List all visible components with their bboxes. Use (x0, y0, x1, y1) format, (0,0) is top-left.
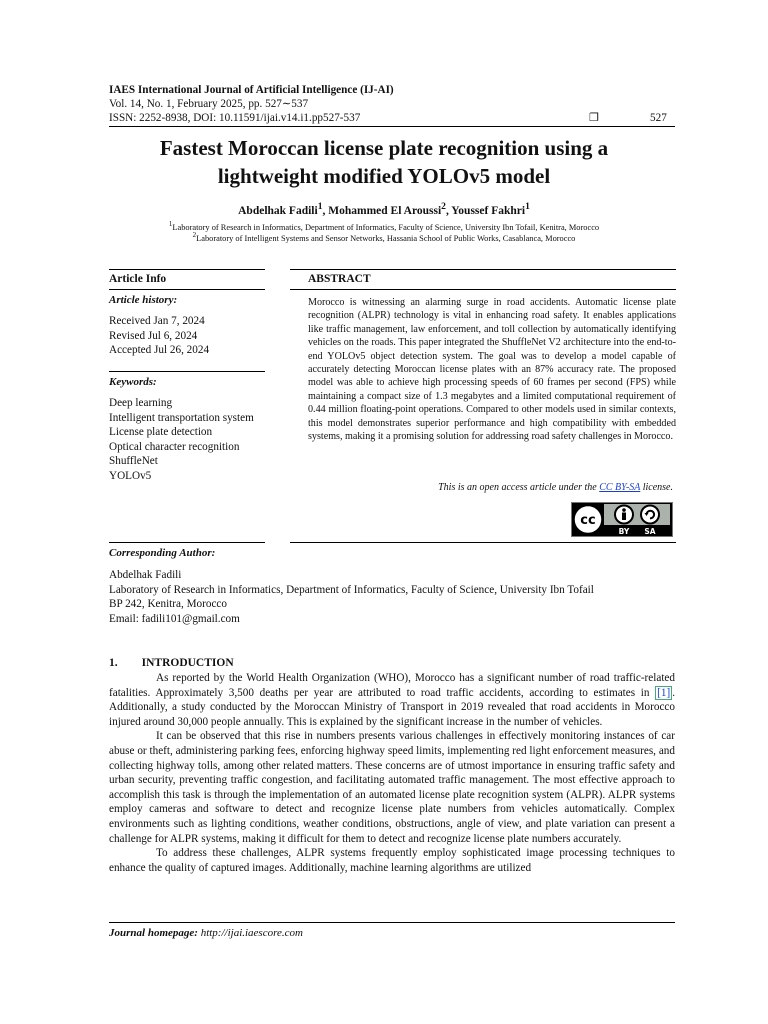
license-suffix: license. (640, 482, 673, 493)
title-line-1: Fastest Moroccan license plate recognition using a (159, 136, 609, 160)
author-list (80, 201, 688, 217)
homepage-label: Journal homepage: (109, 927, 198, 939)
by-person-body (622, 513, 626, 521)
badge-upper-panel (604, 504, 670, 525)
history-received: Received Jan 7, 2024 (109, 315, 205, 327)
corresponding-affiliation: Laboratory of Research in Informatics, Department of Informatics, Faculty of Science, University Ibn Tofail (109, 583, 594, 596)
sa-share-icon (641, 506, 659, 524)
history-heading: Article history: (109, 294, 178, 306)
page-number: 527 (650, 112, 667, 124)
author-sep: , (322, 204, 329, 217)
article-info-heading: Article Info (109, 273, 167, 285)
keywords-list (109, 396, 254, 484)
article-info-sub-rule (109, 289, 265, 290)
keyword-item: ShuffleNet (109, 455, 158, 468)
affiliation-sup: 1 (168, 220, 173, 228)
open-access-note (308, 482, 673, 493)
author-name: Abdelhak Fadili (238, 204, 318, 217)
paragraph: To address these challenges, ALPR systems frequently employ sophisticated image processing techniques to enhance the quality of captured images. Additionally, machine learning algorithms are utilized (109, 847, 675, 874)
affiliation-text: Laboratory of Research in Informatics, Department of Informatics, Faculty of Science, University Ibn Tofail, Kenitra, Morocco (172, 222, 600, 232)
header-rule (109, 126, 675, 127)
introduction-body (109, 671, 675, 875)
journal-homepage (109, 927, 303, 939)
keyword-item: Deep learning (109, 397, 173, 409)
author-name: Youssef Fakhri (451, 204, 526, 217)
affiliation-2 (80, 230, 688, 244)
history-accepted: Accepted Jul 26, 2024 (109, 344, 210, 357)
paragraph: It can be observed that this rise in numbers presents various challenges in effectively monitoring instances of car abuse or theft, administering parking fees, enforcing highway speed limits, implementing red light enforcement measures, and collecting highway tolls, among other related matters. These concerns are of utmost importance in ensuring traffic safety and urban security, preventing traffic congestion, and facilitating automated traffic management. The most effective approach to accomplish this task is through the implementation of an automated license plate recognition system (ALPR). ALPR systems employ cameras and software to detect and recognize license plate numbers from vehicles automatically. Complex environments such as lighting conditions, weather conditions, obstructions, angle of view, and plate variation can present a challenge for ALPR systems, making it difficult for them to detect and recognize license plate numbers accurately. (109, 730, 675, 845)
abstract-heading: ABSTRACT (308, 273, 371, 285)
keyword-item: License plate detection (109, 426, 213, 439)
section-number: 1. (109, 657, 118, 669)
license-prefix: This is an open access article under the (438, 482, 600, 493)
affiliation-sup: 2 (192, 231, 197, 239)
author-sup: 2 (441, 201, 446, 212)
title-line-2: lightweight modified YOLOv5 model (217, 164, 551, 188)
corresponding-heading: Corresponding Author: (109, 547, 216, 559)
cc-by-sa-badge[interactable] (571, 502, 673, 537)
journal-name: IAES International Journal of Artificial Intelligence (IJ-AI) (109, 84, 394, 96)
citation-link[interactable]: [1] (657, 686, 671, 699)
homepage-url[interactable]: http://ijai.iaescore.com (200, 927, 303, 939)
keyword-item: YOLOv5 (109, 469, 152, 482)
sa-label: SA (644, 527, 656, 536)
cc-logo-text: cc (580, 513, 596, 528)
corresponding-address: BP 242, Kenitra, Morocco (109, 598, 227, 611)
volume-line: Vol. 14, No. 1, February 2025, pp. 527∼537 (109, 98, 309, 110)
author-sep: , (445, 204, 452, 217)
paper-title (80, 134, 688, 190)
keyword-item: Intelligent transportation system (109, 411, 254, 424)
paragraph-text: As reported by the World Health Organization (WHO), Morocco has a significant number of road traffic-related fatalities. Approximately 3,500 deaths per year are attributed to road traffic accidents, according to estimates in (109, 672, 675, 699)
paragraph (109, 671, 675, 729)
keywords-heading: Keywords: (109, 376, 157, 388)
author-sup: 1 (317, 201, 323, 212)
abstract-bottom-rule (290, 542, 676, 543)
keywords-rule (109, 371, 265, 372)
issn-line: ISSN: 2252-8938, DOI: 10.11591/ijai.v14.i1.pp527-537 (109, 112, 361, 124)
section-heading-introduction (109, 657, 234, 669)
article-info-bottom-rule (109, 542, 265, 543)
section-title: INTRODUCTION (141, 657, 234, 669)
by-label: BY (618, 527, 630, 536)
history-revised: Revised Jul 6, 2024 (109, 329, 198, 342)
license-link[interactable]: CC BY-SA (599, 482, 641, 493)
affiliation-text: Laboratory of Intelligent Systems and Sensor Networks, Hassania School of Public Works, Casablanca, Morocco (196, 233, 576, 243)
corresponding-block (109, 568, 594, 626)
article-info-top-rule (109, 269, 265, 270)
abstract-sub-rule (290, 289, 676, 290)
paragraph-text: . Additionally, a study conducted by the Moroccan Ministry of Transport in 2019 revealed that road accidents in Morocco injured around 30,000 people annually. This is explained by the significant increase in the number of vehicles. (109, 686, 675, 728)
box-icon: ❐ (589, 112, 600, 124)
keyword-item: Optical character recognition (109, 440, 240, 453)
footer-rule (109, 922, 675, 923)
history-list (109, 314, 209, 358)
abstract-top-rule (290, 269, 676, 270)
author-name: Mohammed El Aroussi (328, 204, 442, 217)
abstract-text: Morocco is witnessing an alarming surge in road accidents. Automatic license plate recognition (ALPR) technology is vital in enhancing road safety. It enables applications like traffic management, law enforcement, and toll collection by automatically identifying vehicles on the roads. This paper integrated the ShuffleNet V2 architecture into the end-to-end YOLOv5 object detection system. The goal was to develop a model capable of accurately detecting Moroccan license plates with an 87% accuracy rate. The proposed model was able to achieve high processing speeds of 60 frames per second (FPS) while maintaining a compact size of 1.3 megabytes and a limited computational requirement of 0.44 million floating-point operations. Compared to other models used in similar contexts, this model demonstrates superior performance and high compatibility with embedded systems, making it a promising solution for addressing road safety challenges in Morocco. (308, 297, 676, 443)
by-person-head (622, 508, 626, 512)
corresponding-name: Abdelhak Fadili (109, 569, 182, 581)
author-sup: 1 (525, 201, 530, 212)
corresponding-email: Email: fadili101@gmail.com (109, 612, 240, 625)
